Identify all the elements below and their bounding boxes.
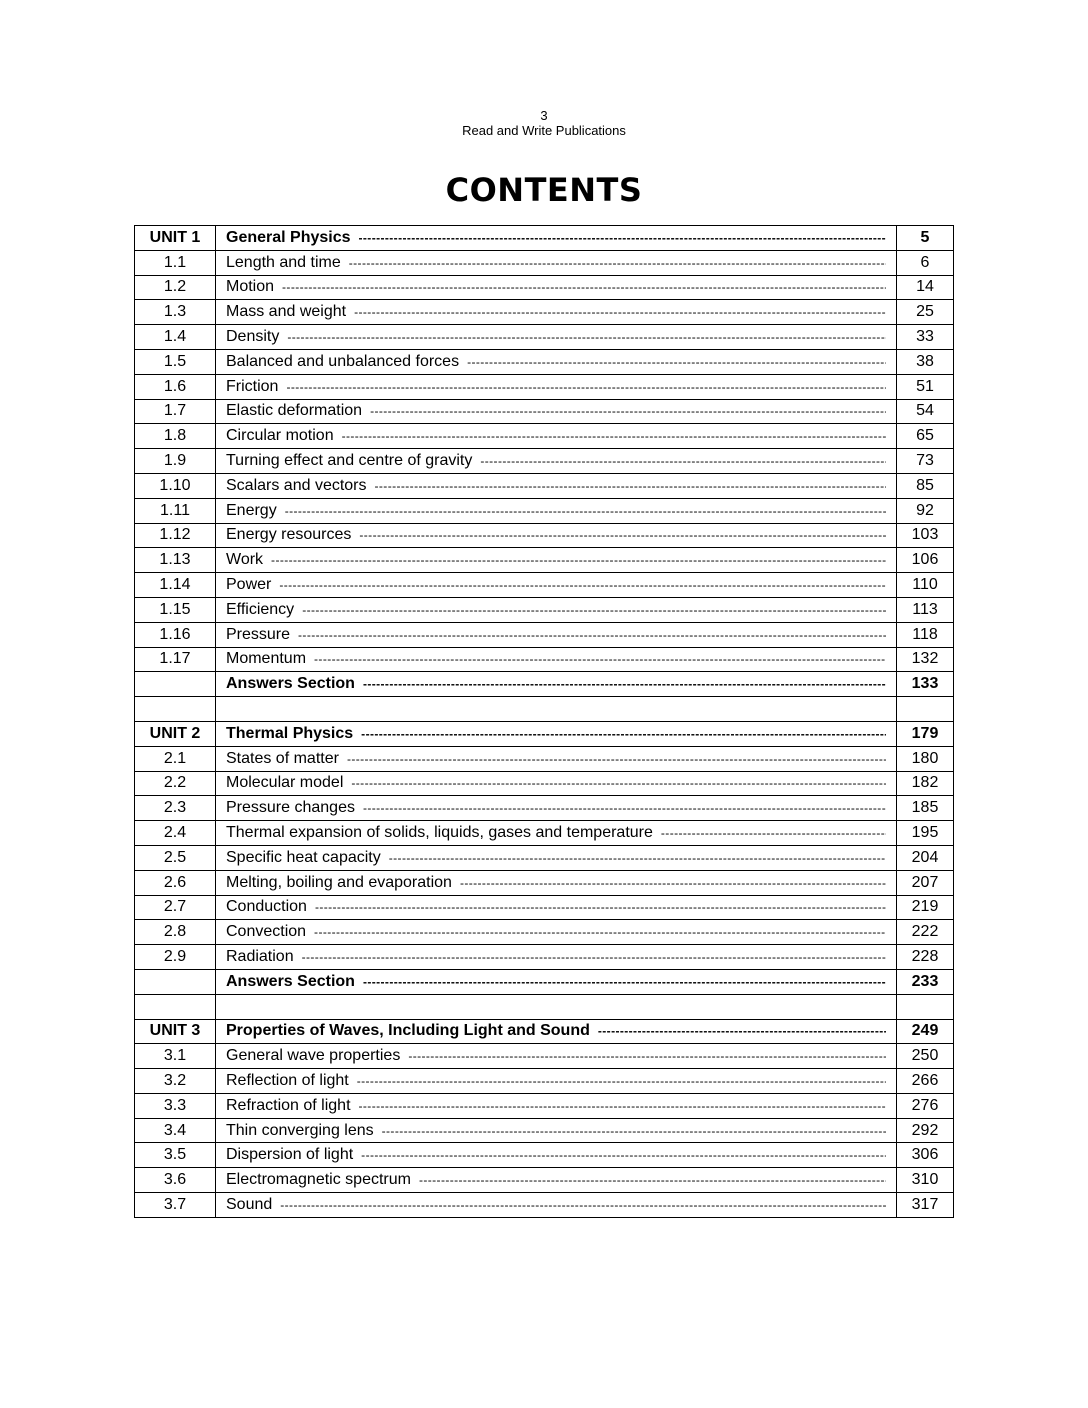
toc-title-line (226, 600, 886, 620)
toc-spacer-row (135, 994, 954, 1019)
toc-spacer-row (135, 697, 954, 722)
toc-title-cell (216, 597, 897, 622)
toc-title-line (226, 401, 886, 421)
toc-row (135, 498, 954, 523)
toc-row (135, 424, 954, 449)
toc-row (135, 300, 954, 325)
toc-section-number: 2.2 (135, 771, 216, 796)
dash-leader (302, 947, 886, 967)
toc-row (135, 746, 954, 771)
toc-title-line (226, 352, 886, 372)
dash-leader (389, 848, 886, 868)
toc-section-title: Length and time (226, 253, 341, 271)
toc-row (135, 548, 954, 573)
toc-row (135, 870, 954, 895)
toc-section-title: Elastic deformation (226, 402, 363, 420)
toc-title-cell (216, 349, 897, 374)
toc-row (135, 1069, 954, 1094)
toc-title-line (226, 302, 886, 322)
toc-section-title: Motion (226, 278, 275, 296)
toc-title-cell (216, 573, 897, 598)
toc-section-title: Momentum (226, 650, 307, 668)
toc-row (135, 275, 954, 300)
toc-section-title: Energy (226, 501, 277, 519)
toc-title-cell (216, 523, 897, 548)
toc-title-cell (216, 250, 897, 275)
toc-title-line (226, 823, 886, 843)
toc-title-line (226, 1145, 886, 1165)
toc-title-cell (216, 771, 897, 796)
toc-title-cell (216, 1118, 897, 1143)
toc-title-cell (216, 1168, 897, 1193)
toc-title-line (226, 277, 886, 297)
toc-title-cell (216, 1019, 897, 1044)
toc-page-number: 85 (897, 473, 954, 498)
toc-section-title: Radiation (226, 948, 294, 965)
toc-row (135, 1019, 954, 1044)
toc-title-cell (216, 449, 897, 474)
toc-section-title: Pressure changes (226, 799, 355, 817)
toc-title-cell (216, 374, 897, 399)
toc-section-number: 1.12 (135, 523, 216, 548)
toc-title-cell (216, 1069, 897, 1094)
toc-row (135, 1143, 954, 1168)
toc-section-title: Dispersion of light (226, 1146, 354, 1164)
toc-row (135, 250, 954, 275)
toc-page-number: 306 (897, 1143, 954, 1168)
toc-row (135, 845, 954, 870)
toc-section-title: Thin converging lens (226, 1121, 374, 1139)
dash-leader (287, 327, 886, 347)
toc-title-cell (216, 424, 897, 449)
dash-leader (363, 798, 886, 818)
toc-row (135, 721, 954, 746)
toc-title-line (226, 724, 886, 744)
toc-row (135, 399, 954, 424)
toc-title-cell (216, 746, 897, 771)
toc-row (135, 473, 954, 498)
toc-title-cell (216, 895, 897, 920)
toc-row (135, 226, 954, 251)
toc-title-line (226, 1121, 886, 1141)
toc-section-title: Convection (226, 923, 307, 941)
dash-leader (661, 823, 886, 843)
toc-section-title: Density (226, 328, 280, 346)
toc-section-number: 1.2 (135, 275, 216, 300)
toc-section-number: 3.3 (135, 1093, 216, 1118)
toc-section-title: Power (226, 576, 272, 594)
toc-title-cell (216, 969, 897, 994)
dash-leader (363, 972, 886, 992)
toc-section-title: Answers Section (226, 972, 355, 990)
toc-page-number: 276 (897, 1093, 954, 1118)
dash-leader (280, 1195, 886, 1215)
toc-title-line (226, 1195, 886, 1215)
dash-leader (357, 1071, 886, 1091)
toc-title-line (226, 1170, 886, 1190)
dash-leader (598, 1021, 886, 1041)
dash-leader (408, 1046, 886, 1066)
toc-row (135, 945, 954, 970)
toc-section-title: Specific heat capacity (226, 848, 381, 866)
toc-page-number: 113 (897, 597, 954, 622)
dash-leader (315, 897, 886, 917)
toc-section-title: Pressure (226, 625, 291, 643)
toc-title-cell (216, 721, 897, 746)
toc-section-title: Balanced and unbalanced forces (226, 352, 460, 370)
toc-page-number: 110 (897, 573, 954, 598)
toc-title-cell (216, 821, 897, 846)
toc-section-title: Answers Section (226, 675, 355, 693)
toc-section-title: Molecular model (226, 774, 344, 792)
toc-page-number: 25 (897, 300, 954, 325)
dash-leader (279, 575, 886, 595)
toc-title-line (226, 1021, 886, 1041)
toc-title-line (226, 625, 886, 645)
toc-title-cell (216, 796, 897, 821)
toc-section-title: General wave properties (226, 1047, 401, 1065)
dash-leader (480, 451, 886, 471)
toc-section-number: 1.16 (135, 622, 216, 647)
dash-leader (354, 302, 886, 322)
toc-title-line (226, 972, 886, 992)
dash-leader (359, 1096, 886, 1116)
toc-title-line (226, 649, 886, 669)
toc-section-number: UNIT 2 (135, 721, 216, 746)
toc-section-number: 1.11 (135, 498, 216, 523)
toc-title-line (226, 228, 886, 248)
toc-section-number: 3.5 (135, 1143, 216, 1168)
toc-title-line (226, 525, 886, 545)
toc-section-title: Energy resources (226, 526, 352, 544)
toc-section-number: 1.8 (135, 424, 216, 449)
toc-row (135, 1193, 954, 1218)
page-number: 3 (540, 108, 548, 123)
toc-title-cell (216, 1143, 897, 1168)
toc-section-title: Refraction of light (226, 1096, 351, 1114)
dash-leader (314, 922, 886, 942)
toc-section-number: 2.4 (135, 821, 216, 846)
toc-page-number: 180 (897, 746, 954, 771)
toc-page-number: 65 (897, 424, 954, 449)
toc-title-cell (216, 697, 897, 722)
toc-row (135, 895, 954, 920)
dash-leader (370, 401, 886, 421)
toc-title-line (226, 476, 886, 496)
toc-page-number: 195 (897, 821, 954, 846)
toc-section-number: 3.4 (135, 1118, 216, 1143)
toc-page-number: 182 (897, 771, 954, 796)
toc-page-number: 92 (897, 498, 954, 523)
toc-section-title: States of matter (226, 749, 339, 767)
toc-section-number: 1.15 (135, 597, 216, 622)
toc-row (135, 672, 954, 697)
toc-title-line (226, 451, 886, 471)
toc-row (135, 622, 954, 647)
toc-row (135, 647, 954, 672)
toc-row (135, 771, 954, 796)
toc-section-title: Thermal expansion of solids, liquids, gases and temperature (226, 824, 653, 842)
toc-title-cell (216, 1193, 897, 1218)
toc-page-number: 228 (897, 945, 954, 970)
dash-leader (351, 773, 886, 793)
toc-section-number: 1.13 (135, 548, 216, 573)
toc-section-number (135, 969, 216, 994)
toc-section-number: 2.8 (135, 920, 216, 945)
dash-leader (361, 724, 886, 744)
toc-section-number: 1.7 (135, 399, 216, 424)
toc-row (135, 597, 954, 622)
toc-section-title: Efficiency (226, 600, 295, 618)
toc-title-cell (216, 548, 897, 573)
toc-section-title: General Physics (226, 228, 351, 246)
toc-section-title: Mass and weight (226, 303, 347, 321)
toc-row (135, 796, 954, 821)
toc-title-line (226, 897, 886, 917)
toc-row (135, 449, 954, 474)
toc-section-title: Melting, boiling and evaporation (226, 873, 452, 891)
toc-section-number: UNIT 3 (135, 1019, 216, 1044)
toc-section-number (135, 697, 216, 722)
toc-title-line (226, 1071, 886, 1091)
toc-title-cell (216, 325, 897, 350)
toc-title-line (226, 1096, 886, 1116)
toc-section-number: 2.9 (135, 945, 216, 970)
toc-section-number: 1.1 (135, 250, 216, 275)
toc-section-number: 1.6 (135, 374, 216, 399)
toc-page-number: 6 (897, 250, 954, 275)
dash-leader (349, 253, 886, 273)
contents-table (134, 225, 954, 1218)
toc-page-number: 250 (897, 1044, 954, 1069)
toc-page-number: 51 (897, 374, 954, 399)
toc-page-number (897, 697, 954, 722)
toc-title-line (226, 426, 886, 446)
toc-row (135, 1044, 954, 1069)
dash-leader (467, 352, 886, 372)
toc-row (135, 1168, 954, 1193)
toc-title-line (226, 550, 886, 570)
toc-page-number (897, 994, 954, 1019)
toc-section-title: Sound (226, 1195, 273, 1213)
toc-title-line (226, 922, 886, 942)
toc-section-number: 1.9 (135, 449, 216, 474)
toc-page-number: 54 (897, 399, 954, 424)
dash-leader (286, 377, 886, 397)
toc-section-number: 3.6 (135, 1168, 216, 1193)
toc-title-line (226, 798, 886, 818)
toc-page-number: 207 (897, 870, 954, 895)
dash-leader (460, 873, 886, 893)
dash-leader (382, 1121, 886, 1141)
toc-page-number: 5 (897, 226, 954, 251)
dash-leader (298, 625, 886, 645)
toc-title-cell (216, 672, 897, 697)
toc-page-number: 38 (897, 349, 954, 374)
dash-leader (375, 476, 886, 496)
toc-page-number: 185 (897, 796, 954, 821)
toc-row (135, 969, 954, 994)
toc-page-number: 249 (897, 1019, 954, 1044)
toc-section-title: Reflection of light (226, 1071, 349, 1089)
toc-title-line (226, 575, 886, 595)
toc-section-title: Turning effect and centre of gravity (226, 452, 473, 470)
dash-leader (419, 1170, 886, 1190)
toc-title-cell (216, 994, 897, 1019)
toc-page-number: 204 (897, 845, 954, 870)
toc-section-number: 1.10 (135, 473, 216, 498)
toc-title-line (226, 327, 886, 347)
toc-page-number: 292 (897, 1118, 954, 1143)
toc-section-title: Thermal Physics (226, 724, 354, 742)
toc-page-number: 222 (897, 920, 954, 945)
toc-title-line (226, 947, 886, 967)
toc-title-cell (216, 1044, 897, 1069)
toc-section-number: 3.7 (135, 1193, 216, 1218)
toc-section-number: 2.6 (135, 870, 216, 895)
toc-title-line (226, 1046, 886, 1066)
toc-page-number: 310 (897, 1168, 954, 1193)
toc-section-number: 1.17 (135, 647, 216, 672)
dash-leader (314, 649, 886, 669)
toc-page-number: 133 (897, 672, 954, 697)
toc-section-number: 2.3 (135, 796, 216, 821)
toc-row (135, 523, 954, 548)
toc-title-cell (216, 399, 897, 424)
toc-title-line (226, 873, 886, 893)
toc-row (135, 349, 954, 374)
toc-title-line (226, 501, 886, 521)
dash-leader (359, 228, 886, 248)
toc-title-line (226, 377, 886, 397)
toc-title-cell (216, 920, 897, 945)
toc-section-title: Conduction (226, 898, 307, 916)
toc-page-number: 132 (897, 647, 954, 672)
publisher-name: Read and Write Publications (462, 123, 626, 138)
toc-section-number: 3.2 (135, 1069, 216, 1094)
toc-page-number: 118 (897, 622, 954, 647)
toc-title-cell (216, 845, 897, 870)
toc-page-number: 33 (897, 325, 954, 350)
toc-title-cell (216, 300, 897, 325)
toc-page-number: 233 (897, 969, 954, 994)
dash-leader (359, 525, 886, 545)
contents-table-body (135, 226, 954, 1218)
toc-title-line (226, 674, 886, 694)
toc-section-number: 1.4 (135, 325, 216, 350)
dash-leader (342, 426, 886, 446)
toc-title-cell (216, 647, 897, 672)
dash-leader (302, 600, 886, 620)
toc-section-number: 3.1 (135, 1044, 216, 1069)
toc-title-cell (216, 498, 897, 523)
toc-title-line (226, 749, 886, 769)
toc-page-number: 103 (897, 523, 954, 548)
toc-title-cell (216, 945, 897, 970)
toc-page-number: 14 (897, 275, 954, 300)
toc-title-line (226, 848, 886, 868)
toc-row (135, 821, 954, 846)
toc-title-cell (216, 1093, 897, 1118)
toc-section-title: Friction (226, 377, 279, 395)
toc-section-number (135, 672, 216, 697)
toc-row (135, 374, 954, 399)
toc-title-line (226, 253, 886, 273)
toc-page-number: 179 (897, 721, 954, 746)
toc-section-title: Circular motion (226, 427, 334, 445)
toc-section-title: Scalars and vectors (226, 476, 367, 494)
dash-leader (282, 277, 886, 297)
toc-row (135, 573, 954, 598)
dash-leader (347, 749, 886, 769)
dash-leader (285, 501, 886, 521)
toc-section-number: 2.7 (135, 895, 216, 920)
dash-leader (271, 550, 886, 570)
toc-page-number: 106 (897, 548, 954, 573)
dash-leader (363, 674, 886, 694)
toc-page-number: 317 (897, 1193, 954, 1218)
toc-title-line (226, 773, 886, 793)
toc-section-number: 1.3 (135, 300, 216, 325)
toc-page-number: 219 (897, 895, 954, 920)
toc-row (135, 325, 954, 350)
toc-section-number: 1.5 (135, 349, 216, 374)
toc-row (135, 920, 954, 945)
page-header (0, 108, 1088, 138)
toc-section-number: 2.5 (135, 845, 216, 870)
toc-section-number: 1.14 (135, 573, 216, 598)
toc-section-number (135, 994, 216, 1019)
toc-section-number: UNIT 1 (135, 226, 216, 251)
toc-title-cell (216, 473, 897, 498)
toc-section-number: 2.1 (135, 746, 216, 771)
toc-row (135, 1093, 954, 1118)
toc-section-title: Properties of Waves, Including Light and Sound (226, 1022, 590, 1040)
toc-row (135, 1118, 954, 1143)
toc-title-cell (216, 870, 897, 895)
dash-leader (361, 1145, 886, 1165)
toc-section-title: Work (226, 551, 264, 569)
toc-title-cell (216, 275, 897, 300)
toc-section-title: Electromagnetic spectrum (226, 1171, 411, 1189)
toc-title-cell (216, 226, 897, 251)
page-title: CONTENTS (445, 171, 643, 209)
toc-page-number: 266 (897, 1069, 954, 1094)
toc-page-number: 73 (897, 449, 954, 474)
toc-title-cell (216, 622, 897, 647)
